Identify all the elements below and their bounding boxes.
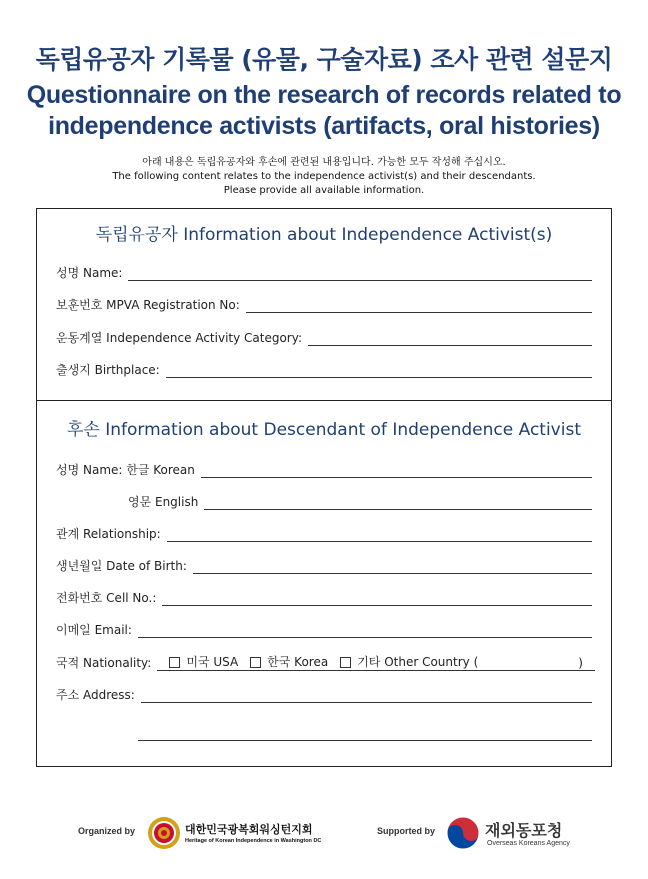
activist-mpva-label: 보훈번호 MPVA Registration No: — [56, 298, 240, 312]
checkbox-usa[interactable] — [169, 657, 180, 668]
agency-subtitle: Overseas Koreans Agency — [487, 840, 570, 847]
activist-section-title: 독립유공자 Information about Independence Activist(s) — [95, 225, 553, 245]
nationality-other-label: 기타 Other Country ( — [357, 655, 479, 669]
activist-section — [36, 208, 612, 401]
nationality-option-usa[interactable] — [169, 653, 238, 670]
descendant-dob-field[interactable] — [193, 559, 592, 574]
descendant-relationship-row — [56, 524, 592, 542]
nationality-other-close: ) — [578, 656, 583, 670]
activist-category-label: 운동계열 Independence Activity Category: — [56, 331, 303, 345]
intro-english-line1: The following content relates to the independence activist(s) and their descendants. — [112, 171, 536, 182]
title-english — [0, 80, 648, 142]
descendant-cell-label: 전화번호 Cell No.: — [56, 591, 157, 605]
nationality-usa-label: 미국 USA — [186, 655, 239, 669]
footer — [0, 808, 648, 858]
descendant-name-korean-row — [56, 460, 592, 478]
descendant-nationality-label: 국적 Nationality: — [56, 656, 152, 670]
descendant-dob-row — [56, 556, 592, 574]
organizer-subtitle: Heritage of Korean Independence in Washington DC — [185, 838, 322, 844]
activist-birthplace-field[interactable] — [166, 363, 592, 378]
supported-by-label: Supported by — [377, 826, 435, 836]
organizer-name: 대한민국광복회워싱턴지회 — [185, 823, 313, 836]
descendant-name-korean-field[interactable] — [201, 463, 592, 478]
activist-name-field[interactable] — [128, 266, 592, 281]
descendant-cell-row — [56, 588, 592, 606]
descendant-address-field[interactable] — [141, 676, 592, 703]
nationality-korea-label: 한국 Korea — [267, 655, 329, 669]
descendant-nationality-row — [56, 653, 592, 671]
nationality-options — [157, 653, 595, 671]
activist-mpva-row — [56, 295, 592, 313]
activist-birthplace-row — [56, 360, 592, 378]
intro-english-line2: Please provide all available information. — [223, 185, 425, 196]
descendant-relationship-label: 관계 Relationship: — [56, 527, 161, 541]
activist-birthplace-label: 출생지 Birthplace: — [56, 363, 160, 377]
descendant-section — [36, 400, 612, 767]
activist-name-label: 성명 Name: — [56, 266, 123, 280]
organized-by-label: Organized by — [78, 826, 136, 836]
title-english-line2: independence activists (artifacts, oral histories) — [48, 112, 600, 140]
taegeuk-logo — [446, 816, 480, 850]
descendant-name-korean-label: 성명 Name: 한글 Korean — [56, 463, 195, 477]
intro-korean: 아래 내용은 독립유공자와 후손에 관련된 내용입니다. 가능한 모두 작성해 주십시오. — [142, 157, 506, 168]
descendant-name-english-row — [56, 492, 592, 510]
agency-name: 재외동포청 — [485, 821, 563, 840]
descendant-address-field-line2[interactable] — [138, 739, 592, 741]
checkbox-korea[interactable] — [250, 657, 261, 668]
activist-category-row — [56, 328, 592, 346]
heritage-emblem-logo — [147, 816, 181, 850]
nationality-option-other[interactable] — [340, 653, 583, 670]
descendant-section-title: 후손 Information about Descendant of Independence Activist — [66, 420, 581, 440]
nationality-option-korea[interactable] — [250, 653, 328, 670]
descendant-email-field[interactable] — [138, 623, 592, 638]
intro-text — [0, 156, 648, 198]
activist-mpva-field[interactable] — [246, 298, 592, 313]
descendant-name-english-field[interactable] — [204, 495, 592, 510]
descendant-email-row — [56, 620, 592, 638]
descendant-name-english-label: 영문 English — [128, 495, 199, 509]
descendant-relationship-field[interactable] — [167, 527, 592, 542]
activist-name-row — [56, 263, 592, 281]
checkbox-other[interactable] — [340, 657, 351, 668]
descendant-address-label: 주소 Address: — [56, 688, 135, 702]
title-korean: 독립유공자 기록물 (유물, 구술자료) 조사 관련 설문지 — [35, 45, 613, 74]
descendant-address-row — [56, 685, 592, 703]
descendant-dob-label: 생년월일 Date of Birth: — [56, 559, 187, 573]
title-english-line1: Questionnaire on the research of records related to — [26, 81, 622, 109]
activist-category-field[interactable] — [308, 331, 592, 346]
descendant-email-label: 이메일 Email: — [56, 623, 132, 637]
descendant-cell-field[interactable] — [162, 591, 592, 606]
